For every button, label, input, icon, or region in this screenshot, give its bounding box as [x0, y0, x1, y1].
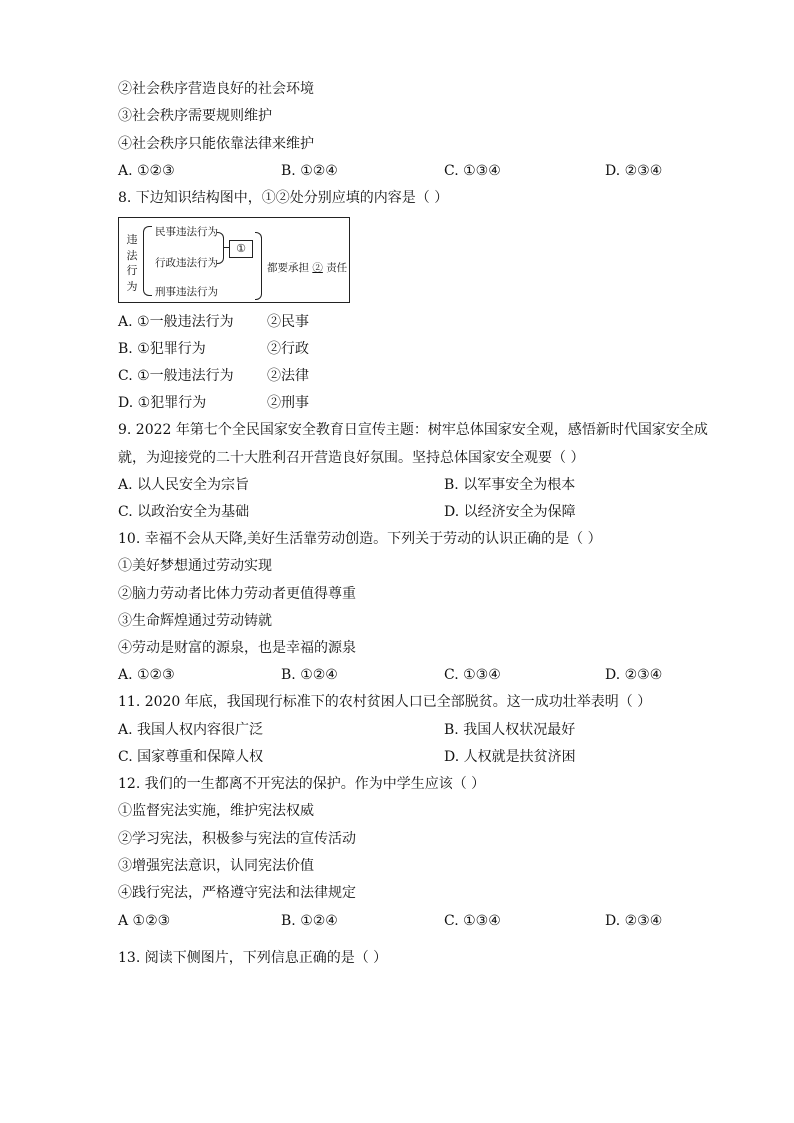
q7-option-c[interactable]: C. ①③④ [444, 163, 501, 179]
q11-option-d[interactable]: D. 人权就是扶贫济困 [444, 749, 576, 765]
q10-option-d[interactable]: D. ②③④ [605, 667, 663, 683]
q10-item-2: ②脑力劳动者比体力劳动者更值得尊重 [118, 586, 356, 602]
option-part-1: ①犯罪行为 [137, 341, 206, 357]
q8-option-a-part2: ②民事 [267, 314, 309, 330]
q8-option-a[interactable] [118, 313, 234, 331]
q12-option-b[interactable]: B. ①②④ [281, 913, 338, 929]
q11-option-a[interactable]: A. 我国人权内容很广泛 [118, 722, 264, 738]
option-part-1: ①一般违法行为 [137, 368, 234, 384]
option-letter: C. [118, 368, 138, 384]
option-letter: A. [118, 314, 138, 330]
q9-stem-line1: 9. 2022 年第七个全民国家安全教育日宣传主题：树牢总体国家安全观，感悟新时代国家安全成 [118, 422, 708, 438]
q10-option-b[interactable]: B. ①②④ [281, 667, 338, 683]
q12-item-3: ③增强宪法意识，认同宪法价值 [118, 858, 314, 874]
branch-administrative: 行政违法行为 [155, 257, 218, 269]
q13-stem: 13. 阅读下侧图片，下列信息正确的是（ ） [118, 950, 388, 966]
q9-option-d[interactable]: D. 以经济安全为保障 [444, 504, 576, 520]
q9-option-a[interactable]: A. 以人民安全为宗旨 [118, 477, 250, 493]
q12-item-1: ①监督宪法实施，维护宪法权威 [118, 803, 314, 819]
branch-civil: 民事违法行为 [155, 226, 218, 238]
right-brace [255, 232, 262, 300]
q8-option-c-part2: ②法律 [267, 368, 309, 384]
q10-stem: 10. 幸福不会从天降,美好生活靠劳动创造。下列关于劳动的认识正确的是（ ） [118, 531, 602, 547]
q12-option-a[interactable]: A ①②③ [118, 913, 171, 929]
q10-item-1: ①美好梦想通过劳动实现 [118, 558, 272, 574]
q8-option-b-part2: ②行政 [267, 341, 309, 357]
q12-option-d[interactable]: D. ②③④ [605, 913, 663, 929]
diagram-char: 违 [126, 233, 138, 246]
blank-marker-2: ② [312, 262, 323, 274]
q9-stem-line2: 就，为迎接党的二十大胜利召开营造良好氛围。坚持总体国家安全观要（ ） [118, 450, 585, 466]
conclusion-suffix: 责任 [326, 262, 348, 274]
q7-item-2: ②社会秩序营造良好的社会环境 [118, 81, 314, 97]
option-letter: B. [118, 341, 138, 357]
diagram-char: 为 [126, 279, 138, 293]
q11-option-c[interactable]: C. 国家尊重和保障人权 [118, 749, 264, 765]
q7-option-b[interactable]: B. ①②④ [281, 163, 338, 179]
q7-item-4: ④社会秩序只能依靠法律来维护 [118, 136, 314, 152]
diagram-conclusion [267, 262, 347, 274]
q10-option-c[interactable]: C. ①③④ [444, 667, 501, 683]
q7-item-3: ③社会秩序需要规则维护 [118, 108, 272, 124]
knowledge-structure-diagram [118, 217, 350, 303]
q12-stem: 12. 我们的一生都离不开宪法的保护。作为中学生应该（ ） [118, 776, 486, 792]
q8-option-b[interactable] [118, 340, 206, 358]
blank-box-1 [229, 240, 253, 258]
q12-item-2: ②学习宪法，积极参与宪法的宣传活动 [118, 831, 356, 847]
q12-item-4: ④践行宪法，严格遵守宪法和法律规定 [118, 885, 356, 901]
q9-option-c[interactable]: C. 以政治安全为基础 [118, 504, 250, 520]
inner-brace [217, 232, 224, 264]
q10-item-3: ③生命辉煌通过劳动铸就 [118, 613, 272, 629]
q8-option-d-part2: ②刑事 [267, 395, 309, 411]
q8-option-d[interactable] [118, 394, 206, 412]
q12-option-c[interactable]: C. ①③④ [444, 913, 501, 929]
left-brace [143, 226, 152, 296]
blank-marker-1: ① [236, 242, 246, 255]
q11-option-b[interactable]: B. 我国人权状况最好 [444, 722, 576, 738]
q9-option-b[interactable]: B. 以军事安全为根本 [444, 477, 576, 493]
q7-option-d[interactable]: D. ②③④ [605, 163, 663, 179]
conclusion-prefix: 都要承担 [267, 262, 309, 274]
q10-option-a[interactable]: A. ①②③ [118, 667, 175, 683]
q10-item-4: ④劳动是财富的源泉，也是幸福的源泉 [118, 640, 356, 656]
option-part-1: ①犯罪行为 [137, 395, 207, 411]
q8-stem: 8. 下边知识结构图中，①②处分别应填的内容是（ ） [118, 190, 449, 206]
q8-option-c[interactable] [118, 367, 234, 385]
diagram-char: 法 [126, 248, 138, 262]
q11-stem: 11. 2020 年底，我国现行标准下的农村贫困人口已全部脱贫。这一成功壮举表明（ ） [118, 694, 652, 710]
branch-criminal: 刑事违法行为 [155, 286, 218, 298]
option-letter: D. [118, 395, 138, 411]
option-part-1: ①一般违法行为 [137, 314, 234, 330]
q7-option-a[interactable]: A. ①②③ [118, 163, 175, 179]
diagram-vertical-label [126, 232, 138, 294]
diagram-char: 行 [126, 264, 138, 277]
